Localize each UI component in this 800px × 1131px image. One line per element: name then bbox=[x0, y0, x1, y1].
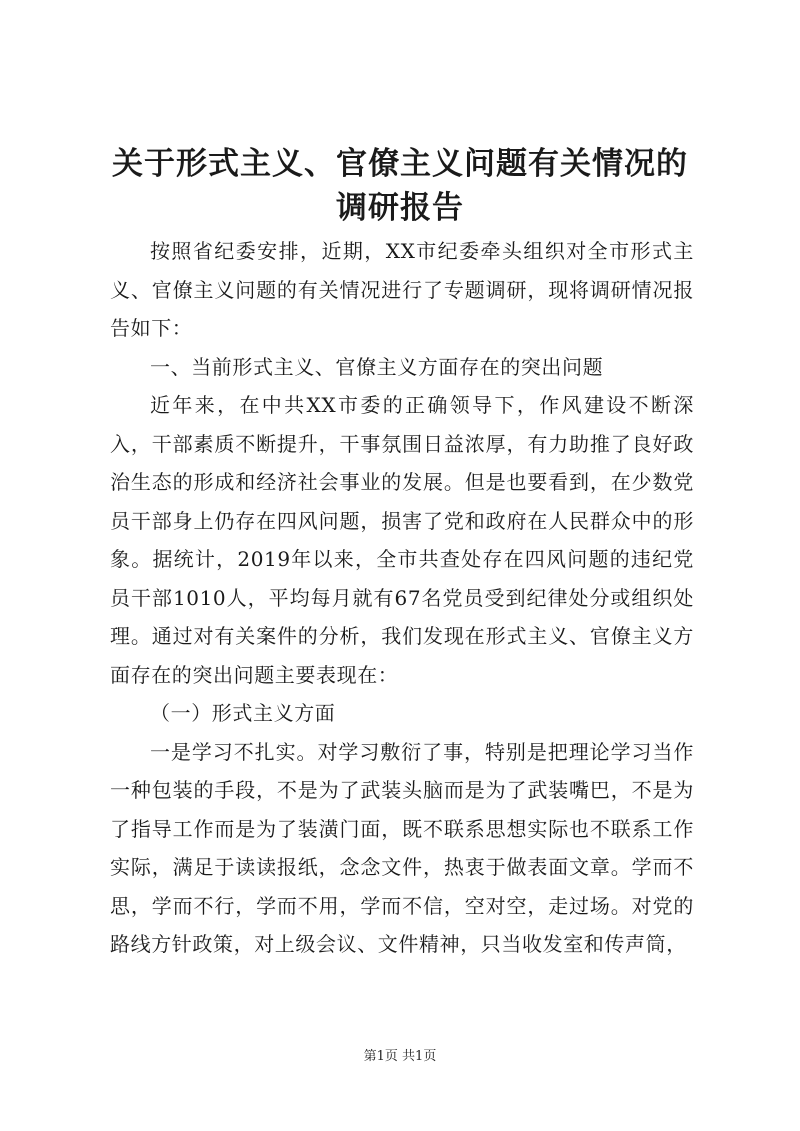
page-footer: 第1页 共1页 bbox=[363, 1049, 437, 1064]
document-title: 关于形式主义、官僚主义问题有关情况的调研报告 bbox=[112, 146, 688, 226]
paragraph-point-1: 一是学习不扎实。对学习敷衍了事，特别是把理论学习当作一种包装的手段，不是为了武装头脑而是为了武装嘴巴，不是为了指导工作而是为了装潢门面，既不联系思想实际也不联系工作实际，满足于读读报纸，念念文件，热衷于做表面文章。学而不思，学而不行，学而不用，学而不信，空对空，走过场。对党的路线方针政策，对上级会议、文件精神，只当收发室和传声筒， bbox=[110, 739, 694, 956]
document-body bbox=[110, 232, 694, 964]
subsection-heading-1: （一）形式主义方面 bbox=[150, 701, 336, 725]
paragraph-overview: 近年来，在中共XX市委的正确领导下，作风建设不断深入，干部素质不断提升，干事氛围日益浓厚，有力助推了良好政治生态的形成和经济社会事业的发展。但是也要看到，在少数党员干部身上仍存在四风问题，损害了党和政府在人民群众中的形象。据统计，2019年以来，全市共查处存在四风问题的违纪党员干部1010人，平均每月就有67名党员受到纪律处分或组织处理。通过对有关案件的分析，我们发现在形式主义、官僚主义方面存在的突出问题主要表现在： bbox=[110, 393, 694, 687]
section-heading-1: 一、当前形式主义、官僚主义方面存在的突出问题 bbox=[150, 354, 604, 379]
paragraph-intro: 按照省纪委安排，近期，XX市纪委牵头组织对全市形式主义、官僚主义问题的有关情况进行了专题调研，现将调研情况报告如下： bbox=[110, 239, 694, 340]
